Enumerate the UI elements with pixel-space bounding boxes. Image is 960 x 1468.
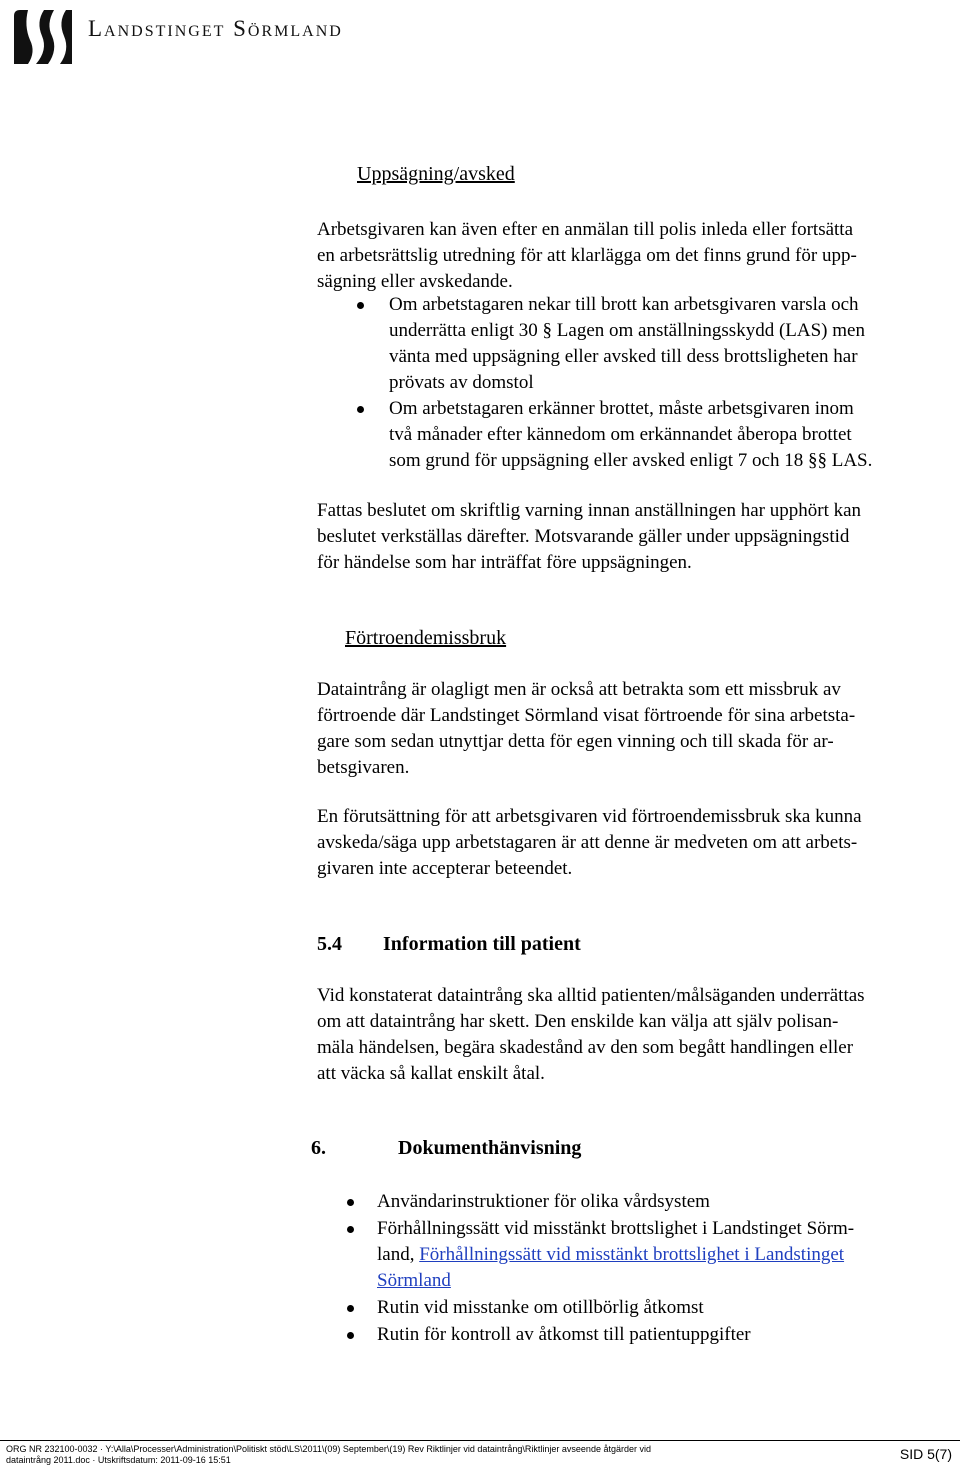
- text-line: [377, 1242, 854, 1268]
- text-line: mäla händelsen, begära skadestånd av den som begått handlingen eller: [317, 1037, 854, 1058]
- text-line: underrätta enligt 30 § Lagen om anställningsskydd (LAS) men: [389, 320, 865, 341]
- text-line: [377, 1268, 854, 1294]
- text-line: för händelse som har inträffat före uppsägningen.: [317, 552, 692, 573]
- fortroende-para-1: [317, 677, 855, 781]
- document-link-continued[interactable]: Sörmland: [377, 1270, 451, 1291]
- footer-line: ORG NR 232100-0032 · Y:\Alla\Processer\Administration\Politiskt stöd\LS\2011\(09) September\(19) Rev Riktlinjer vid dataintrång\Riktlinjer avseende åtgärder vid: [6, 1444, 651, 1454]
- text-line: Vid konstaterat dataintrång ska alltid patienten/målsäganden underrättas: [317, 985, 865, 1006]
- text-line: beslutet verkställas därefter. Motsvarande gäller under uppsägningstid: [317, 526, 850, 547]
- list-item: [389, 292, 872, 396]
- section-title-information-till-patient: Information till patient: [383, 933, 581, 955]
- document-reference: Förhållningssätt vid misstänkt brottslighet i Landstinget Sörm-: [377, 1218, 855, 1239]
- section-title-dokumenthanvisning: Dokumenthänvisning: [398, 1137, 582, 1159]
- uppsagning-intro: [317, 217, 857, 295]
- bullet-icon: [347, 1305, 354, 1312]
- section-number-6: 6.: [311, 1137, 326, 1159]
- footer-document-info: [6, 1444, 651, 1466]
- text-line: givaren inte accepterar beteendet.: [317, 858, 573, 879]
- text-line: förtroende där Landstinget Sörmland visat förtroende för sina arbetsta-: [317, 705, 856, 726]
- list-item: [377, 1189, 854, 1215]
- text-line: betsgivaren.: [317, 757, 410, 778]
- text-line: om att dataintrång har skett. Den enskilde kan välja att själv polisan-: [317, 1011, 839, 1032]
- fortroende-para-2: [317, 804, 862, 882]
- landstinget-logo: [8, 6, 78, 68]
- text-line: att väcka så kallat enskilt åtal.: [317, 1063, 545, 1084]
- dokument-bullet-list: [377, 1189, 854, 1348]
- section-heading-fortroende: Förtroendemissbruk: [345, 627, 507, 649]
- section-heading-uppsagning: Uppsägning/avsked: [357, 163, 515, 185]
- uppsagning-bullet-list: [389, 292, 872, 474]
- document-reference: Rutin för kontroll av åtkomst till patientuppgifter: [377, 1324, 751, 1345]
- bullet-icon: [347, 1332, 354, 1339]
- text-line: vänta med uppsägning eller avsked till dess brottsligheten har: [389, 346, 858, 367]
- list-item: [377, 1216, 854, 1294]
- text-line: en arbetsrättslig utredning för att klarlägga om det finns grund för upp-: [317, 245, 857, 266]
- info-patient-paragraph: [317, 983, 865, 1087]
- footer-divider: [0, 1440, 960, 1441]
- text-line: Arbetsgivaren kan även efter en anmälan till polis inleda eller fortsätta: [317, 219, 854, 240]
- bullet-icon: [347, 1199, 354, 1206]
- document-reference: Rutin vid misstanke om otillbörlig åtkomst: [377, 1297, 704, 1318]
- document-link[interactable]: Förhållningssätt vid misstänkt brottslighet i Landstinget: [419, 1244, 845, 1265]
- text-prefix: land,: [377, 1244, 420, 1265]
- text-line: Om arbetstagaren erkänner brottet, måste arbetsgivaren inom: [389, 398, 854, 419]
- footer-line: dataintrång 2011.doc · Utskriftsdatum: 2011-09-16 15:51: [6, 1455, 231, 1465]
- text-line: gare som sedan utnyttjar detta för egen vinning och till skada för ar-: [317, 731, 834, 752]
- brand-name: Landstinget Sörmland: [88, 16, 343, 41]
- list-item: [377, 1322, 854, 1348]
- bullet-icon: [357, 302, 364, 309]
- text-line: En förutsättning för att arbetsgivaren vid förtroendemissbruk ska kunna: [317, 806, 862, 827]
- text-line: Dataintrång är olagligt men är också att betrakta som ett missbruk av: [317, 679, 841, 700]
- uppsagning-closing: [317, 498, 861, 576]
- bullet-icon: [347, 1226, 354, 1233]
- list-item: [377, 1295, 854, 1321]
- text-line: som grund för uppsägning eller avsked enligt 7 och 18 §§ LAS.: [389, 450, 873, 471]
- document-reference: Användarinstruktioner för olika vårdsystem: [377, 1191, 710, 1212]
- page-number: SID 5(7): [899, 1446, 952, 1462]
- text-line: prövats av domstol: [389, 372, 534, 393]
- text-line: sägning eller avskedande.: [317, 271, 513, 292]
- bullet-icon: [357, 406, 364, 413]
- list-item: [389, 396, 872, 474]
- section-number-5-4: 5.4: [317, 933, 342, 955]
- text-line: Om arbetstagaren nekar till brott kan arbetsgivaren varsla och: [389, 294, 859, 315]
- text-line: avskeda/säga upp arbetstagaren är att denne är medveten om att arbets-: [317, 832, 858, 853]
- text-line: Fattas beslutet om skriftlig varning innan anställningen har upphört kan: [317, 500, 862, 521]
- text-line: två månader efter kännedom om erkännandet åberopa brottet: [389, 424, 852, 445]
